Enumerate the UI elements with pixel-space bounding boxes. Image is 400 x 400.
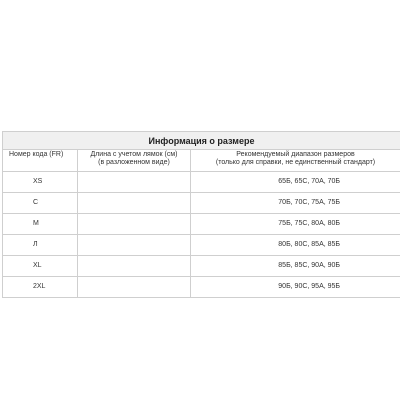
table-row	[3, 214, 400, 235]
range-cell: 65Б, 65C, 70A, 70Б	[191, 172, 400, 193]
header-range	[191, 150, 400, 172]
table-row	[3, 235, 400, 256]
header-length-line2: (в разложенном виде)	[98, 159, 170, 166]
table-header-row	[3, 150, 400, 172]
table-row	[3, 193, 400, 214]
length-cell	[78, 214, 191, 235]
table-row	[3, 172, 400, 193]
size-code-cell: C	[3, 193, 78, 214]
header-length	[78, 150, 191, 172]
table-title: Информация о размере	[3, 132, 400, 150]
range-cell: 85Б, 85C, 90A, 90Б	[191, 256, 400, 277]
length-cell	[78, 277, 191, 298]
length-cell	[78, 235, 191, 256]
header-length-line1: Длина с учетом лямок (см)	[90, 151, 178, 158]
header-code: Номер кода (FR)	[3, 150, 78, 172]
range-cell: 70Б, 70C, 75A, 75Б	[191, 193, 400, 214]
size-code-cell: XL	[3, 256, 78, 277]
length-cell	[78, 172, 191, 193]
header-range-line2: (только для справки, не единственный стандарт)	[215, 159, 376, 166]
table-title-row	[3, 132, 400, 150]
size-code-cell: Л	[3, 235, 78, 256]
table-row	[3, 277, 400, 298]
size-code-cell: M	[3, 214, 78, 235]
size-code-cell: 2XL	[3, 277, 78, 298]
range-cell: 80Б, 80C, 85A, 85Б	[191, 235, 400, 256]
size-code-cell: XS	[3, 172, 78, 193]
length-cell	[78, 256, 191, 277]
range-cell: 75Б, 75C, 80A, 80Б	[191, 214, 400, 235]
range-cell: 90Б, 90C, 95A, 95Б	[191, 277, 400, 298]
length-cell	[78, 193, 191, 214]
table-row	[3, 256, 400, 277]
header-range-line1: Рекомендуемый диапазон размеров	[236, 151, 355, 158]
size-table	[2, 131, 400, 298]
